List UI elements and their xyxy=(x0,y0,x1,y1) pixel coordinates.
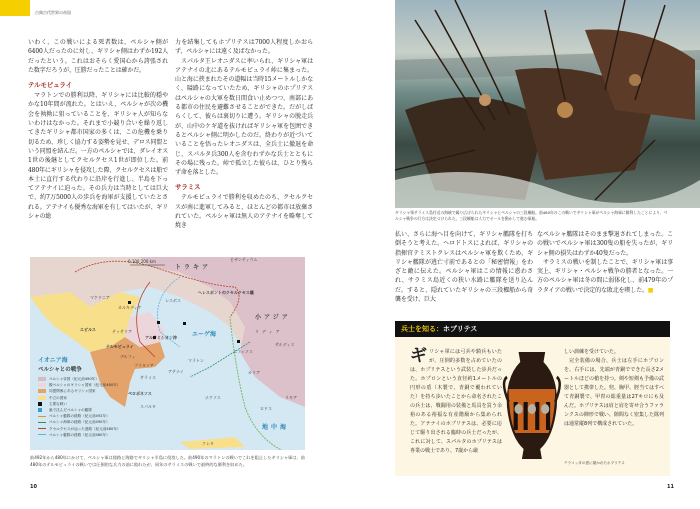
hoplite-vase-image xyxy=(502,347,562,467)
map-label-thermopylae: テルモピュライ xyxy=(106,344,134,349)
legend-swatch xyxy=(38,408,42,412)
running-title: 古典古代世界の帝国 xyxy=(35,10,71,15)
legend-label: ペルシャ海軍の経路（紀元前490年） xyxy=(49,420,110,425)
page-number-left: 10 xyxy=(30,484,37,490)
legend-swatch xyxy=(38,402,42,406)
legend-swatch xyxy=(38,377,46,381)
feature-box-header xyxy=(395,321,670,337)
vase-caption: テラコッタの壺に描かれたホプリテス xyxy=(564,461,625,465)
legend-label: 嵐で沈んだペルシャの艦隊 xyxy=(49,408,92,413)
map-label-macedonia: マケドニア xyxy=(90,295,110,300)
map-label-naxos: ナクソス xyxy=(205,395,221,400)
page-number-right: 11 xyxy=(667,484,674,490)
map-legend-title: ペルシャとの戦争 xyxy=(38,367,82,373)
paragraph: スパルタ王レオニダスに率いられ、ギリシャ軍はアテナイの北にあるテルモピュライ峠に集まった。山と海に挟まれたその道幅は当時15メートルしかなく、隘路になっていたため、ギリシャのホプリテスはペルシャの大軍を数日間食い止めつつ、南部にある都市の住民を避難させることができた。だがしばらくして、彼らは裏切りに遭う。ギリシャの脱走兵が、山中のケギ道を抜ければギリシャ軍を包囲できるとペルシャ側に明かしたのだ。終わりが近づいていることを悟ったレオニダスは、全兵士に撤退を命じ、スパルタ兵300人を含むわずかな兵士とともにその場に残った。峠で孤立した彼らは、ひとり残らず命を落とした。 xyxy=(175,57,313,177)
map-label-asia-minor: 小アジア xyxy=(255,314,291,321)
feature-column-1 xyxy=(410,348,502,456)
paragraph: しい訓練を受けていた。 xyxy=(564,349,620,355)
map-label-crete: クレタ xyxy=(202,441,214,446)
map-label-athens: アテナイ xyxy=(168,369,184,374)
feature-box-title-prefix: 兵士を知る： xyxy=(401,325,443,333)
map-label-thessaly: テッサリア xyxy=(112,329,132,334)
section-heading-salamis: サラミス xyxy=(175,183,201,192)
legend-label: ペルシャ帝国（紀元前490年） xyxy=(49,377,99,381)
paragraph: 払い、さらに海へ目を向けて、ギリシャ艦隊を打ち倒そうと考えた。ヘロドトスによれば、ギリシャの指揮官テミストクレスはペルシャ軍を欺くため、ギリシャ艦隊が逃亡寸前であるとの「秘密情報」をわざと敵に伝えた。ペルシャ軍はこの情報に惑わされ、サラミス島近くの狭い水路に艦隊を送り込んだ。すると、隠れていたギリシャの三段櫂船から奇襲を受け、巨大 xyxy=(395,231,533,304)
map-legend-item xyxy=(38,426,126,432)
map-label-epirus: エピルス xyxy=(80,327,96,332)
painting-graphic xyxy=(395,0,700,208)
map-label-mediterranean: 地中海 xyxy=(262,424,290,431)
chapter-tab xyxy=(0,0,30,16)
map-label-peloponnese: ペロポネソス xyxy=(128,391,152,396)
paragraph: マラトンでの勝利以降、ギリシャには比較的穏やかな10年間が流れた。とはいえ、ペルシャが次の機会を執拗に狙っていることを、ギリシャ人が知らないわけはなかった。それまで小競り合いを繰り返してきたギリシャ都市国家の多くは、この危機を乗り切るため、珍しく協力する姿勢を見せ、デロス同盟という同盟を結んだ。一方のペルシャでは、ダレイオス1世の後継としてクセルクセス1世が即位した。前480年にギリシャを侵攻した際、クセルクセスは船で本土に直行する代わりに沿岸を行進し、半島を下ってアテナイに迫った。その兵力は当時としては巨大で、約7万5000人の歩兵を海軍が支援していたとされる。アテナイも優秀な海軍を有してはいたが、ギリシャの総 xyxy=(28,92,168,221)
legend-swatch xyxy=(38,396,46,400)
feature-box-title: ホプリテス xyxy=(443,325,478,333)
legend-swatch xyxy=(38,416,46,417)
map-persian-wars xyxy=(30,257,305,450)
paragraph: なペルシャ艦隊はそのまま撃退されてしまった。この戦いでペルシャ軍は300隻の船を失ったが、ギリシャ側の損失はわずか40隻だった。 xyxy=(537,231,673,257)
legend-swatch xyxy=(38,389,46,393)
map-legend xyxy=(38,367,126,438)
map-label-lesbos: レスボス xyxy=(165,298,181,303)
map-label-marathon: マラトン xyxy=(188,358,204,363)
left-column-1 xyxy=(28,38,168,221)
map-label-byzantium: ビザンティウム xyxy=(230,257,258,262)
paragraph-text: サラミスの戦いを制したことで、ギリシャ軍は事実上、ギリシャ・ペルシャ戦争の勝者となった。一方のペルシャ軍は冬の間に弱体化し、前479年のプラタイアの戦いで決定的な敗北を喫した。 xyxy=(537,258,673,294)
map-label-lydia: リディア xyxy=(255,329,283,334)
legend-label: クセルクセスが辿った進路（紀元前480年） xyxy=(49,426,121,431)
map-label-sparta: スパルタ xyxy=(140,404,156,409)
right-column-2 xyxy=(537,230,673,295)
paragraph: テルモピュライで勝利を収めたのち、クセルクセスが南に進軍してみると、ほとんどの都市は放棄されていた。ペルシャ軍は無人のアテナイを略奪して焼き xyxy=(175,194,313,230)
map-label-plataea: プラタイア xyxy=(134,363,154,368)
legend-swatch xyxy=(38,434,46,435)
map-label-ephesus: エフェソス xyxy=(233,349,253,354)
legend-label: 中立の国家 xyxy=(49,395,67,400)
map-label-thrace: トラキア xyxy=(175,264,212,271)
paragraph: リシャ軍には弓兵や騎兵もいたが、圧倒的多数を占めていたのは、ホプリテスという武装した歩兵だった。ホプロンという直径約1メートルの円形の盾（木製で、青銅で覆われていた）を持ち歩いたことから命名されたこの兵士は、戦闘用の装備と馬具を買う余裕のある裕福な有産階級から集められた。アテナイのホプリテスは、必要に応じて駆り出される臨時の兵士だったが、これに対して、スパルタのホプリテスは専業の戦士であり、7歳から厳 xyxy=(410,349,502,454)
paragraph: 完全装備の場合、兵士は左手にホプロンを、右手には、先端が青銅でできた長さ2メートルほどの槍を持つ。剣や短剣も予備の武器として携帯した。兜、胸甲、脛当てはすべて青銅製で、甲冑の総重量は27キロにも及んだ。ホプリテスは肩と肩を寄せ合うファランクスの陣形で戦い、隙間なく密集した隊列は通常縦8列で構成されていた。 xyxy=(564,358,664,427)
legend-label: 親ペルシャのギリシャ国家（紀元前480年） xyxy=(49,383,121,388)
section-heading-thermopylae: テルモピュライ xyxy=(28,81,72,90)
map-label-salamis: サラミス xyxy=(140,375,156,380)
legend-label: 主要な戦い xyxy=(49,401,67,406)
end-mark: ■ xyxy=(647,286,654,294)
map-label-aegean: エーゲ海 xyxy=(192,331,217,338)
left-column-2 xyxy=(175,38,313,231)
right-column-1 xyxy=(395,230,533,304)
legend-label: 同盟関係にあるギリシャ国家 xyxy=(49,389,96,394)
drop-cap: ギ xyxy=(410,346,427,366)
legend-swatch xyxy=(38,422,46,423)
map-legend-item xyxy=(38,432,126,438)
map-label-lycia: リキア xyxy=(285,395,297,400)
map-label-caria: カリア xyxy=(248,370,260,375)
map-label-delphi: デルフィ xyxy=(120,354,136,359)
feature-column-2 xyxy=(564,348,664,429)
legend-label: ペルシャ艦隊の経路（紀元前492年） xyxy=(49,414,110,419)
battle-of-salamis-painting xyxy=(395,0,700,208)
paragraph: 力を結集してもホプリテスは7000人程度しかおらず、ペルシャには遠く及ばなかった。 xyxy=(175,39,313,56)
paragraph xyxy=(537,258,673,295)
map-label-ionian: イオニア海 xyxy=(38,357,68,364)
map-caption: 前492年から480年にかけて、ペルシャ軍は陸路と海路でギリシャ半島に侵攻した。前490年のマラトンの戦いでこれを阻止したギリシャ軍は、前480年のテルモピュライの戦いでは圧倒的な兵力の前に敗れたが、同年のサラミスの戦いで最終的な勝利を収めた。 xyxy=(30,455,305,467)
map-scale: 0 100 200 km xyxy=(128,259,156,264)
legend-label: ペルシャ艦隊の経路（紀元前480年） xyxy=(49,432,110,437)
legend-swatch xyxy=(38,383,46,387)
map-label-artemisium: アルテミシオン沖 xyxy=(145,335,177,340)
map-label-sardis: サルディス xyxy=(275,342,295,347)
map-label-rhodes: ロドス xyxy=(260,406,272,411)
paragraph: いわく、この戦いによる死者数は、ペルシャ側が6400人だったのに対し、ギリシャ側はわずか192人だったという。これはおそらく愛国心から誇張された数字だろうが、圧勝だったことは確かだ。 xyxy=(28,39,168,74)
legend-swatch xyxy=(38,428,46,429)
map-label-chalcidice: カルキディケ xyxy=(118,305,142,310)
map-label-bridge: ヘレスポントのクセルクセス橋 xyxy=(198,290,254,295)
painting-caption: ギリシャ領サラミス島付近の海峡で繰り広げられたギリシャとペルシャの三段櫂船。前480年のこの戦いでギリシャ軍がペルシャ海軍に勝利したことにより、ペルシャ戦争の行方は決定づけられた。三段櫂船は人力でオールを動かして進む軍船。 xyxy=(395,210,668,221)
